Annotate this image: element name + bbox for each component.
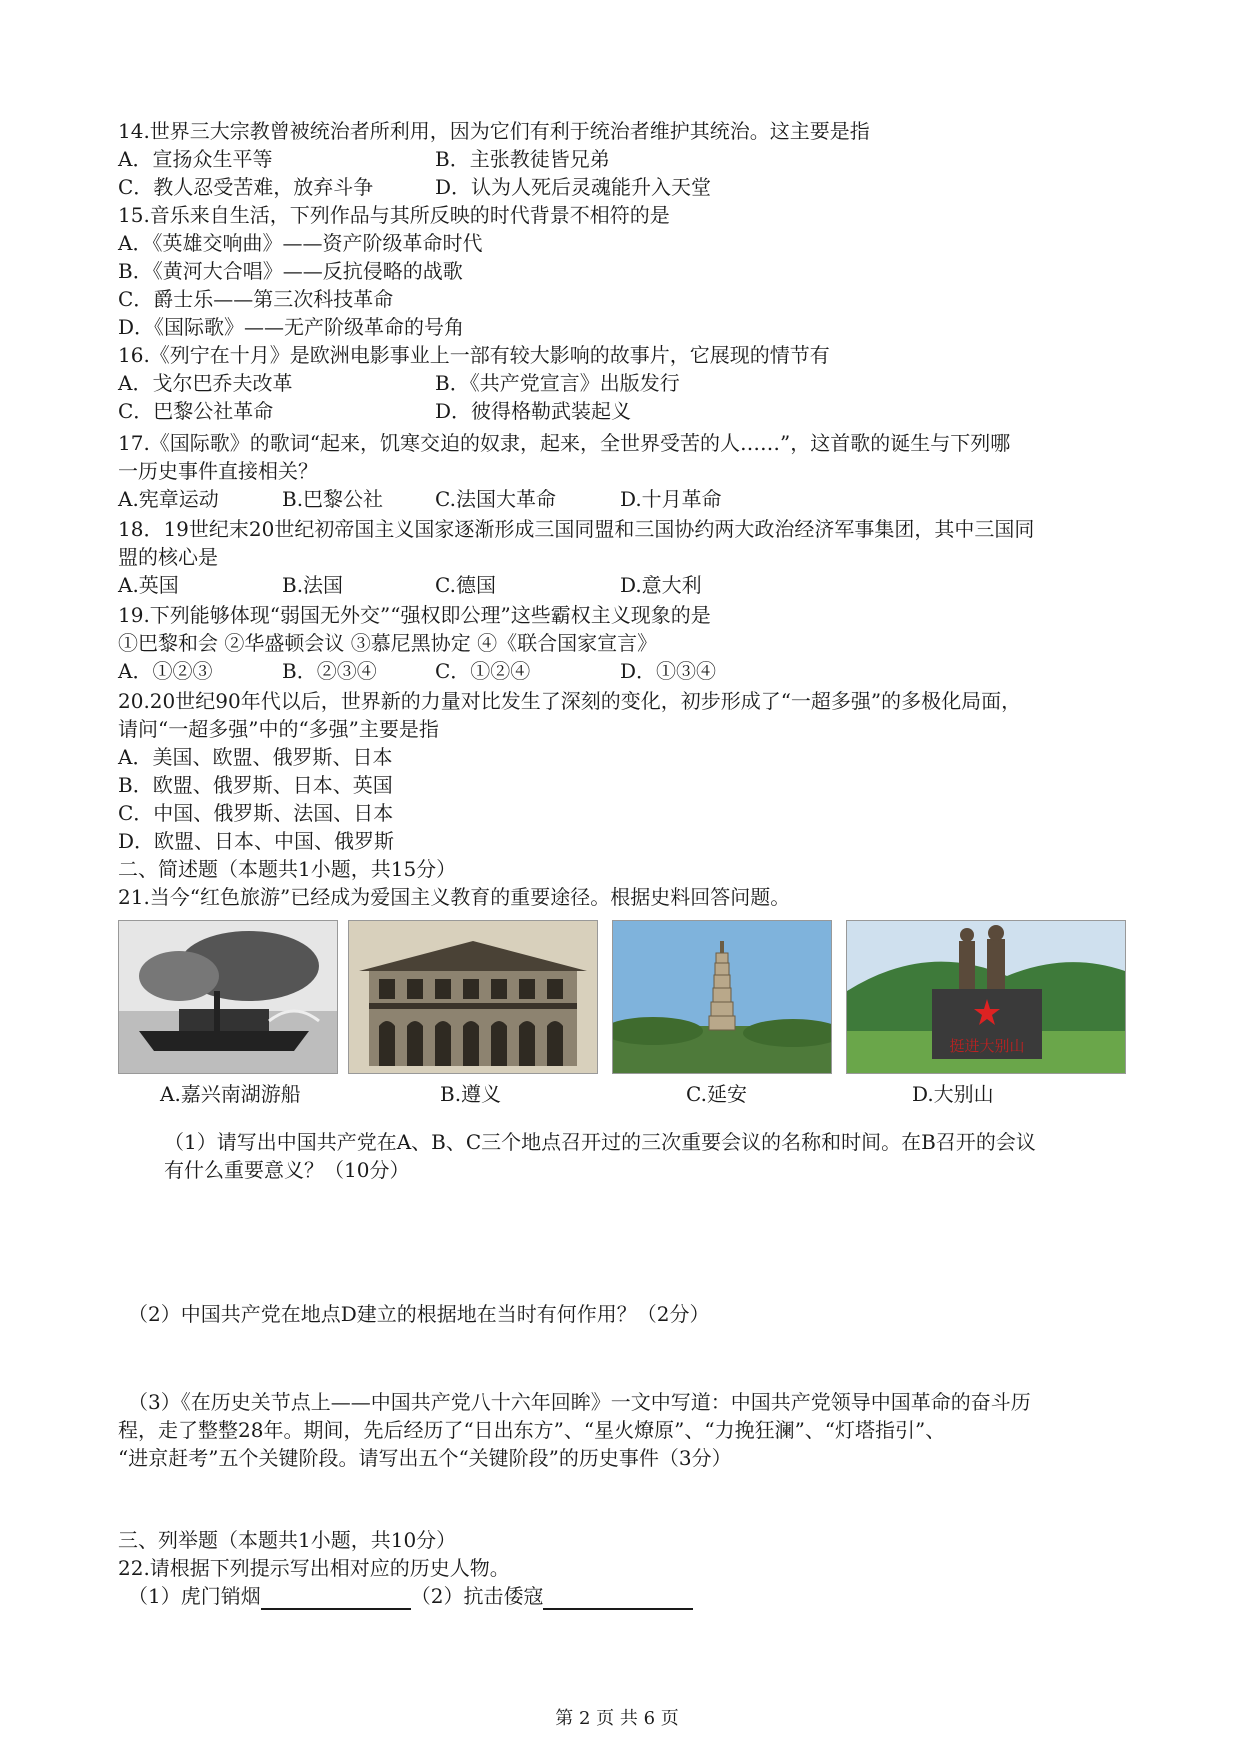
q15-option-b: B．《黄河大合唱》——反抗侵略的战歌 (118, 259, 463, 283)
q19-option-b: B．②③④ (282, 659, 377, 683)
q22-item2-blank[interactable] (543, 1586, 693, 1610)
caption-d: D.大别山 (912, 1082, 994, 1106)
q18-option-d: D.意大利 (620, 573, 702, 597)
q14-option-a: A．宣扬众生平等 (118, 147, 273, 171)
q16-option-a: A．戈尔巴乔夫改革 (118, 371, 293, 395)
q19-option-a: A．①②③ (118, 659, 213, 683)
boat-image (119, 921, 337, 1073)
photo-jiaxing-boat (118, 920, 338, 1074)
q15-option-c: C．爵士乐——第三次科技革命 (118, 287, 394, 311)
photo-zunyi (348, 920, 598, 1074)
q19-stem: 19.下列能够体现“弱国无外交”“强权即公理”这些霸权主义现象的是 (118, 603, 711, 627)
q22-stem: 22.请根据下列提示写出相对应的历史人物。 (118, 1556, 510, 1580)
q17-option-b: B.巴黎公社 (282, 487, 384, 511)
q21-part3-line3: “进京赶考”五个关键阶段。请写出五个“关键阶段”的历史事件（3分） (118, 1446, 732, 1470)
section3-heading: 三、列举题（本题共1小题，共10分） (118, 1528, 457, 1552)
photo-yanan (612, 920, 832, 1074)
caption-a: A.嘉兴南湖游船 (160, 1082, 301, 1106)
q22-item1-label: （1）虎门销烟 (128, 1584, 261, 1608)
q14-stem: 14.世界三大宗教曾被统治者所利用，因为它们有利于统治者维护其统治。这主要是指 (118, 119, 870, 143)
dabieshan-monument-image (847, 921, 1125, 1073)
q18-stem-line1: 18．19世纪末20世纪初帝国主义国家逐渐形成三国同盟和三国协约两大政治经济军事集团，其中三国同 (118, 517, 1035, 541)
q20-option-b: B．欧盟、俄罗斯、日本、英国 (118, 773, 393, 797)
q20-option-a: A．美国、欧盟、俄罗斯、日本 (118, 745, 393, 769)
q16-option-c: C．巴黎公社革命 (118, 399, 274, 423)
q20-stem-line1: 20.20世纪90年代以后，世界新的力量对比发生了深刻的变化，初步形成了“一超多强”的多极化局面， (118, 689, 1022, 713)
q16-option-d: D．彼得格勒武装起义 (435, 399, 632, 423)
q19-option-d: D．①③④ (620, 659, 717, 683)
caption-b: B.遵义 (440, 1082, 502, 1106)
q22-item2-label: （2）抗击倭寇 (410, 1584, 544, 1608)
page-footer: 第 2 页 共 6 页 (555, 1708, 679, 1729)
q18-option-a: A.英国 (118, 573, 179, 597)
q20-option-c: C．中国、俄罗斯、法国、日本 (118, 801, 394, 825)
q19-items: ①巴黎和会 ②华盛顿会议 ③慕尼黑协定 ④《联合国家宣言》 (118, 631, 658, 655)
q15-stem: 15.音乐来自生活，下列作品与其所反映的时代背景不相符的是 (118, 203, 670, 227)
q16-option-b: B．《共产党宣言》出版发行 (435, 371, 680, 395)
q18-stem-line2: 盟的核心是 (118, 545, 218, 569)
q17-option-a: A.宪章运动 (118, 487, 219, 511)
q18-option-c: C.德国 (435, 573, 496, 597)
q15-option-d: D．《国际歌》——无产阶级革命的号角 (118, 315, 465, 339)
caption-c: C.延安 (686, 1082, 747, 1106)
q21-part1-line1: （1）请写出中国共产党在A、B、C三个地点召开过的三次重要会议的名称和时间。在B召开的会议 (164, 1130, 1036, 1154)
yanan-pagoda-image (613, 921, 831, 1073)
q22-items (128, 1582, 693, 1610)
q15-option-a: A．《英雄交响曲》——资产阶级革命时代 (118, 231, 483, 255)
q17-stem-line2: 一历史事件直接相关？ (118, 459, 318, 483)
q21-part1-line2: 有什么重要意义？（10分） (164, 1158, 410, 1182)
zunyi-building-image (349, 921, 597, 1073)
q14-option-c: C．教人忍受苦难，放弃斗争 (118, 175, 374, 199)
q20-option-d: D．欧盟、日本、中国、俄罗斯 (118, 829, 395, 853)
q22-item1-blank[interactable] (261, 1586, 411, 1610)
q20-stem-line2: 请问“一超多强”中的“多强”主要是指 (118, 717, 439, 741)
q21-part3-line1: （3）《在历史关节点上——中国共产党八十六年回眸》一文中写道：中国共产党领导中国革命的奋斗历 (128, 1390, 1031, 1414)
q16-stem: 16.《列宁在十月》是欧洲电影事业上一部有较大影响的故事片，它展现的情节有 (118, 343, 830, 367)
q19-option-c: C．①②④ (435, 659, 531, 683)
q14-option-d: D．认为人死后灵魂能升入天堂 (435, 175, 712, 199)
q17-option-d: D.十月革命 (620, 487, 722, 511)
photo-dabieshan (846, 920, 1126, 1074)
section2-heading: 二、简述题（本题共1小题，共15分） (118, 857, 457, 881)
q18-option-b: B.法国 (282, 573, 344, 597)
q21-part3-line2: 程，走了整整28年。期间，先后经历了“日出东方”、“星火燎原”、“力挽狂澜”、“灯塔指引”、 (118, 1418, 946, 1442)
monument-inscription: 挺进大别山 (949, 1037, 1025, 1055)
q17-stem-line1: 17.《国际歌》的歌词“起来，饥寒交迫的奴隶，起来，全世界受苦的人……”，这首歌的诞生与下列哪 (118, 431, 1011, 455)
q17-option-c: C.法国大革命 (435, 487, 556, 511)
q14-option-b: B．主张教徒皆兄弟 (435, 147, 610, 171)
q21-stem: 21.当今“红色旅游”已经成为爱国主义教育的重要途径。根据史料回答问题。 (118, 885, 791, 909)
q21-part2: （2）中国共产党在地点D建立的根据地在当时有何作用？（2分） (128, 1302, 710, 1326)
